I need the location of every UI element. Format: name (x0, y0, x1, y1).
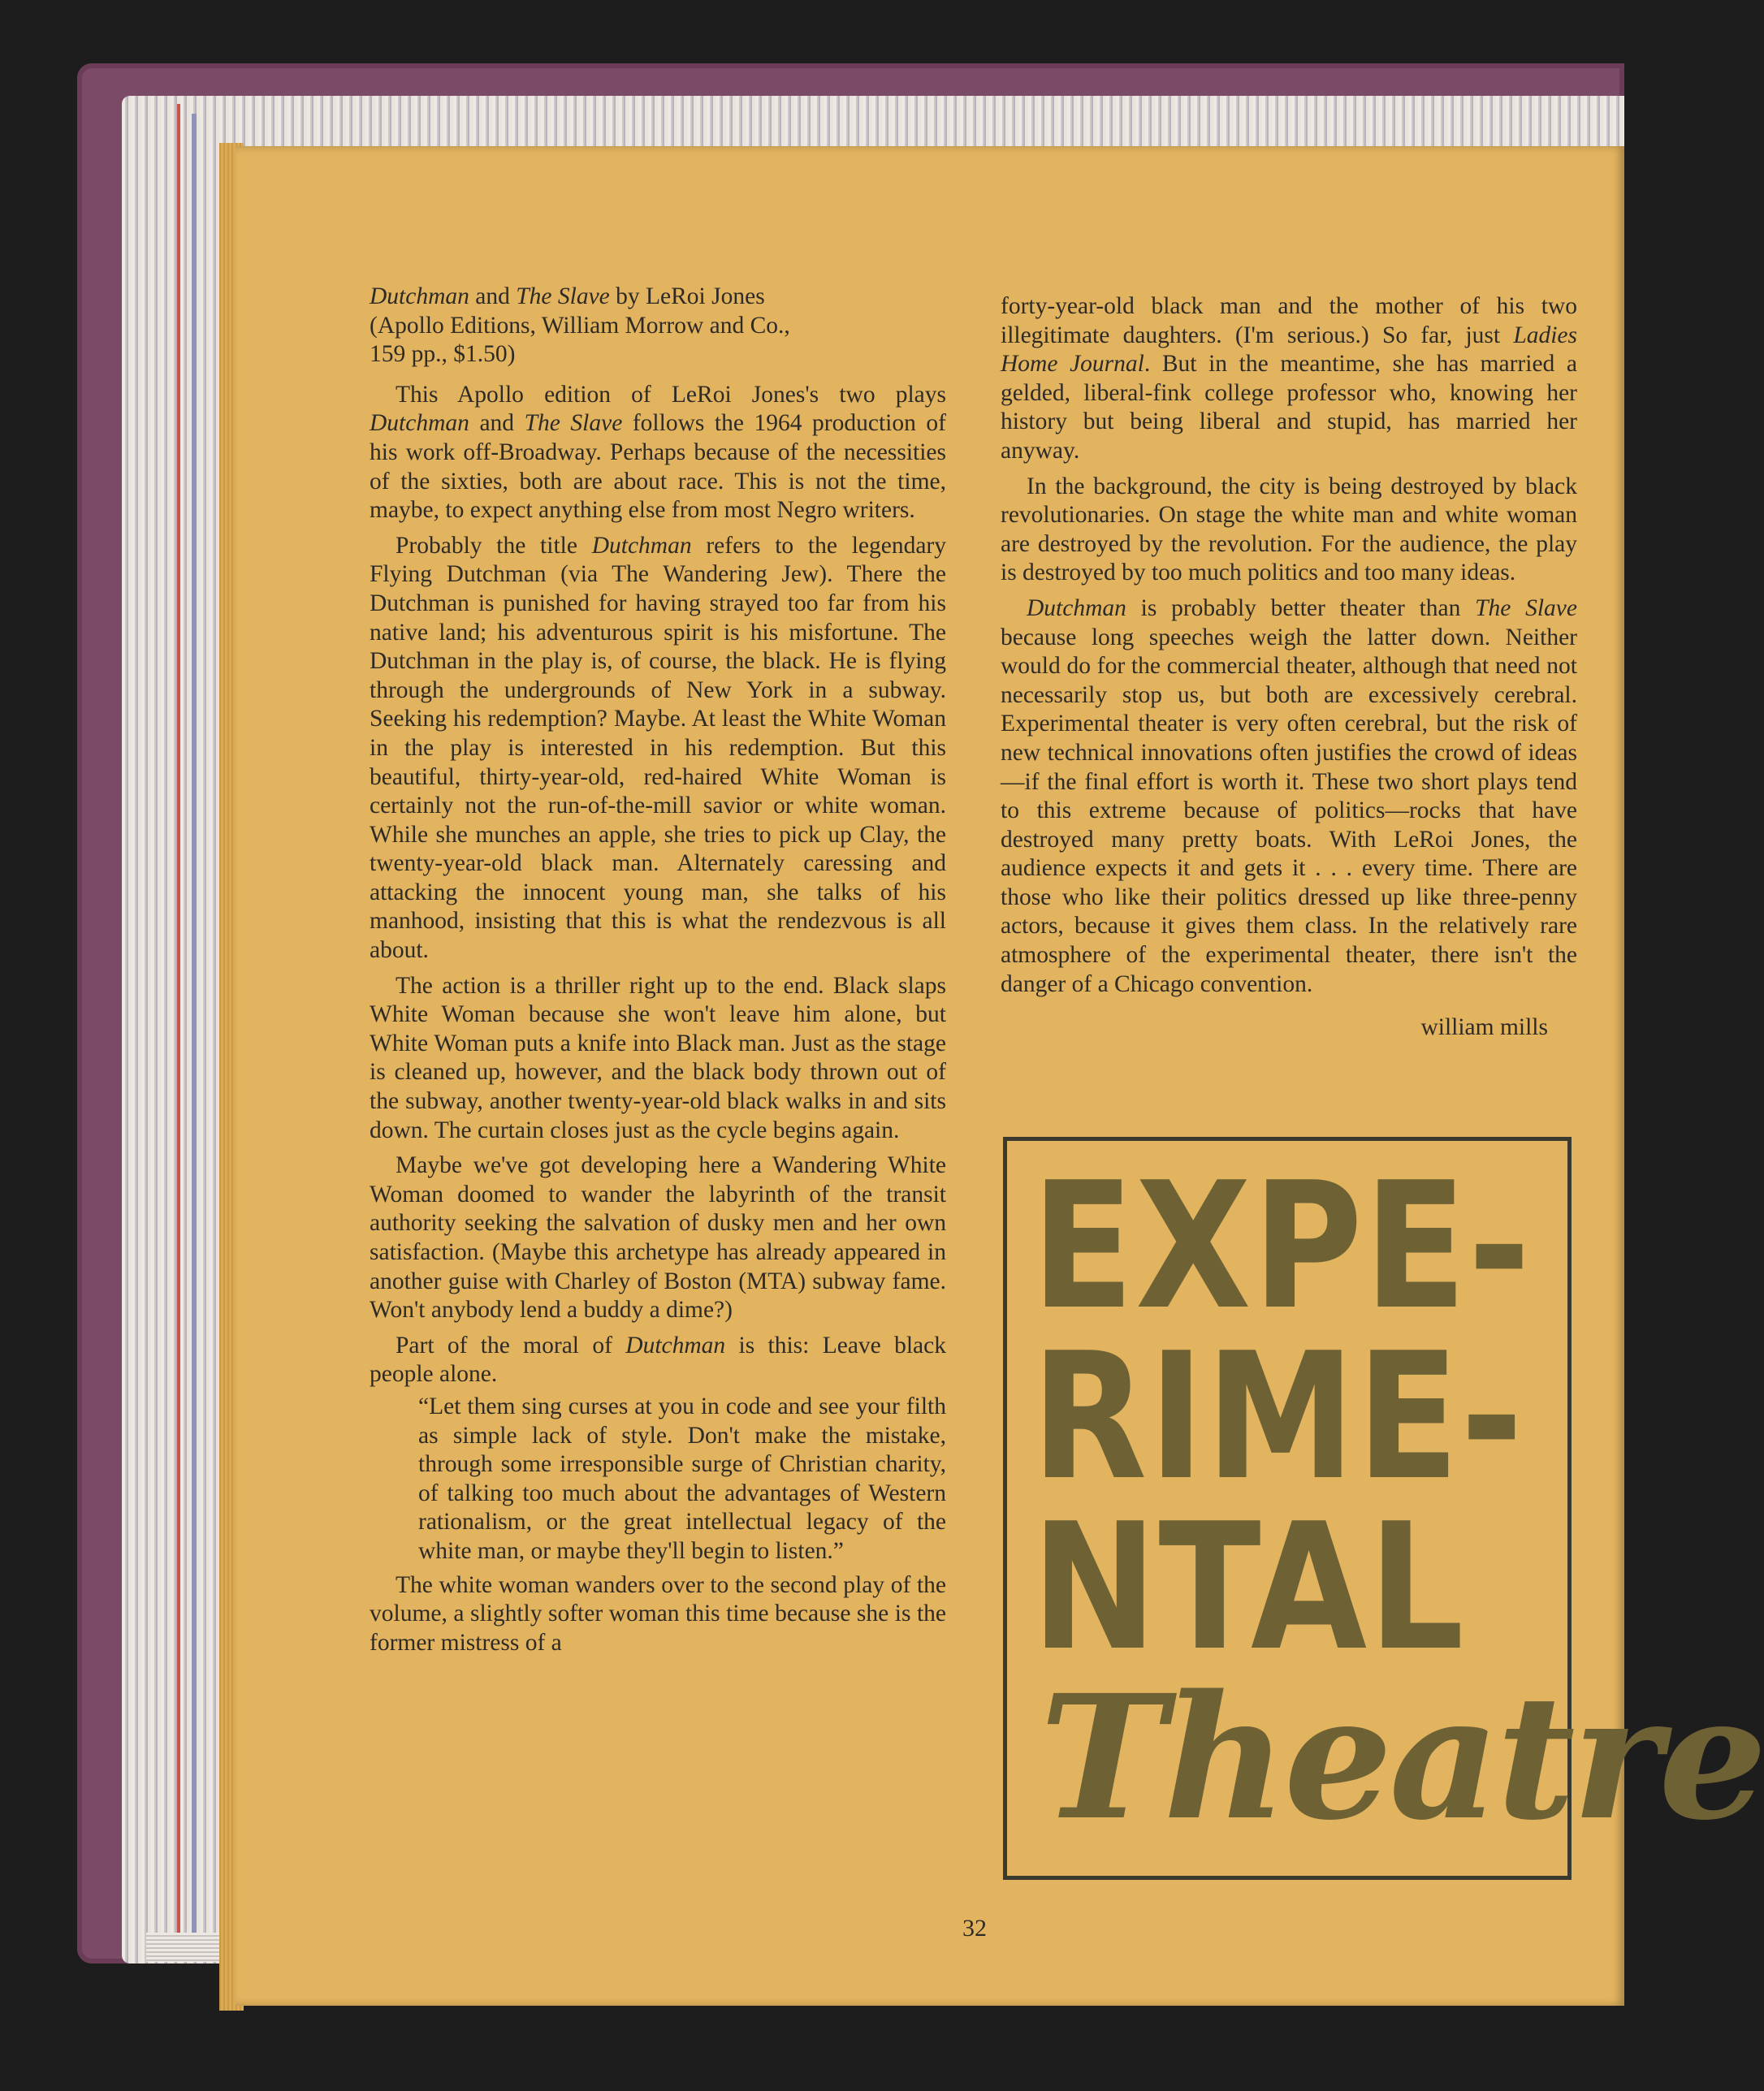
paragraph: Part of the moral of Dutchman is this: Leave black people alone. (370, 1332, 946, 1388)
page-edge-blue-stripe (192, 114, 197, 1941)
paragraph: forty-year-old black man and the mother of his two illegitimate daughters. (I'm serious.) So far, just Ladies Home Journal. But in the meantime, she has married a gelded, liberal-fink college professor who, knowing her history but being liberal and stupid, has married her anyway. (1001, 293, 1577, 464)
author-byline: william mills (1420, 1014, 1548, 1041)
book-details: 159 pp., $1.50) (370, 341, 516, 368)
book-title-1: Dutchman (370, 283, 469, 309)
book-publisher: (Apollo Editions, William Morrow and Co., (370, 312, 790, 339)
page-edge-red-stripe (177, 104, 180, 1955)
paragraph: Probably the title Dutchman refers to the legendary Flying Dutchman (via The Wandering Jew). There the Dutchman is punished for having strayed too far from his native land; his adventurous spirit is his misfortune. The Dutchman in the play is, of course, the black. He is flying through the undergrounds of New York in a subway. Seeking his redemption? Maybe. At least the White Woman in the play is interested in his redemption. But this beautiful, thirty-year-old, red-haired White Woman is certainly not the run-of-the-mill savior or white woman. While she munches an apple, she tries to pick up Clay, the twenty-year-old black man. Alternately caressing and attacking the innocent young man, she talks of his manhood, insisting that this is what the rendezvous is all about. (370, 532, 947, 964)
book-author: by LeRoi Jones (609, 283, 765, 309)
paragraph: This Apollo edition of LeRoi Jones's two plays Dutchman and The Slave follows the 1964 production of his work off-Broadway. Perhaps because of the necessities of the sixties, both are about race. This is not the time, maybe, to expect anything else from most Negro writers. (370, 381, 946, 524)
title-line-2: RIME- (1031, 1315, 1524, 1519)
title-line-3: NTAL (1031, 1485, 1466, 1689)
section-title-box (1003, 1137, 1764, 1880)
review-header: Dutchman and The Slave by LeRoi Jones (Apollo Editions, William Morrow and Co., 159 pp., $1.50) (370, 283, 790, 368)
block-quote: “Let them sing curses at you in code and see your filth as simple lack of style. Don't make the mistake, through some irresponsible surge of Christian charity, of talking too much about the advantages of Western rationalism, or the great intellectual legacy of the white man, or maybe they'll begin to listen.” (418, 1393, 946, 1564)
title-script: Theatre (1040, 1657, 1764, 1858)
right-column (1001, 292, 1577, 1043)
book-title-2: The Slave (516, 283, 610, 309)
title-line-1: EXPE- (1031, 1144, 1533, 1348)
paragraph: The action is a thriller right up to the end. Black slaps White Woman because she won't leave him alone, but White Woman puts a knife into Black man. Just as the stage is cleaned up, however, and the black body thrown out of the subway, another twenty-year-old black walks in and sits down. The curtain closes just as the cycle begins again. (370, 972, 946, 1143)
paragraph: Maybe we've got developing here a Wandering White Woman doomed to wander the labyrinth of the transit authority seeking the salvation of dusky men and her own satisfaction. (Maybe this archetype has already appeared in another guise with Charley of Boston (MTA) subway fame. Won't anybody lend a buddy a dime?) (370, 1152, 946, 1324)
paragraph: The white woman wanders over to the second play of the volume, a slightly softer woman this time because she is the former mistress of a (370, 1571, 946, 1656)
left-column (370, 283, 946, 1657)
paragraph: In the background, the city is being destroyed by black revolutionaries. On stage the white man and white woman are destroyed by the revolution. For the audience, the play is destroyed by too much politics and too many ideas. (1001, 473, 1577, 586)
page-number: 32 (962, 1915, 987, 1942)
paragraph: Dutchman is probably better theater than The Slave because long speeches weigh the latter down. Neither would do for the commercial theater, although that need not necessarily stop us, but both are excessively cerebral. Experimental theater is very often cerebral, but the risk of new technical innovations often justifies the crowd of ideas—if the final effort is worth it. These two short plays tend to this extreme because of politics—rocks that have destroyed many pretty boats. With LeRoi Jones, the audience expects it and gets it . . . every time. There are those who like their politics dressed up like three-penny actors, because it gives them class. In the relatively rare atmosphere of the experimental theater, there isn't the danger of a Chicago convention. (1001, 594, 1577, 997)
